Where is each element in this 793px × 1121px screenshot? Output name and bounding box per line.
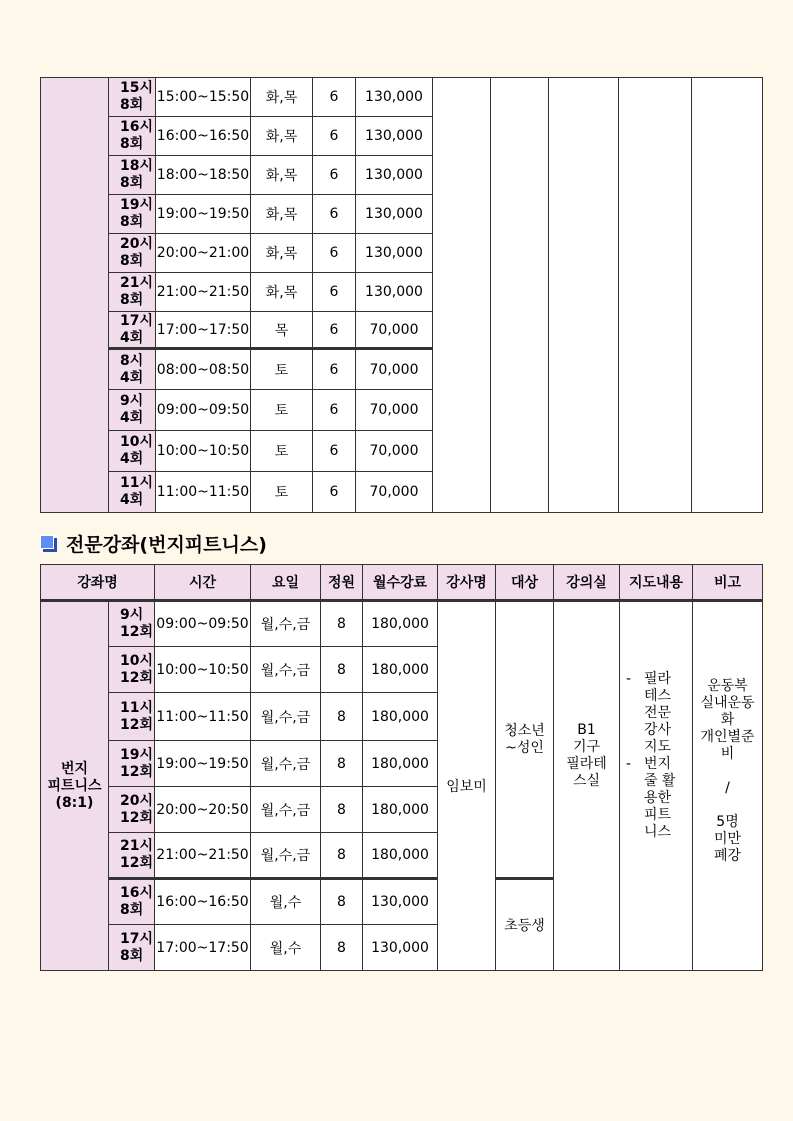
capacity-cell: 6 xyxy=(313,472,356,513)
time-cell: 09:00~09:50 xyxy=(156,390,251,431)
target-cell-elementary: 초등생 xyxy=(496,879,554,971)
days-cell: 월,수,금 xyxy=(251,601,321,647)
days-cell: 월,수,금 xyxy=(251,693,321,741)
note-line: 5명 xyxy=(716,813,739,830)
schedule-table-continued xyxy=(40,77,763,513)
time-cell: 20:00~21:00 xyxy=(156,234,251,273)
capacity-cell: 6 xyxy=(313,234,356,273)
fee-cell: 180,000 xyxy=(363,647,438,693)
target-cell xyxy=(491,78,549,513)
fee-cell: 70,000 xyxy=(356,472,433,513)
session-label: 16시 8회 xyxy=(109,117,156,156)
session-label: 9시 12회 xyxy=(109,601,155,647)
fee-cell: 180,000 xyxy=(363,741,438,787)
capacity-cell: 8 xyxy=(321,787,363,833)
note-line: 실내운동화 xyxy=(700,694,755,728)
days-cell: 월,수,금 xyxy=(251,787,321,833)
fee-cell: 130,000 xyxy=(363,879,438,925)
days-cell: 토 xyxy=(251,349,313,390)
capacity-cell: 6 xyxy=(313,156,356,195)
square-bullet-icon xyxy=(40,535,58,553)
note-cell xyxy=(692,78,763,513)
session-label: 21시 8회 xyxy=(109,273,156,312)
session-label: 17시 8회 xyxy=(109,925,155,971)
guide-item: - 필라테스 전문강사 지도 xyxy=(626,671,684,756)
time-cell: 21:00~21:50 xyxy=(156,273,251,312)
note-line: 미만 xyxy=(713,830,742,847)
time-cell: 17:00~17:50 xyxy=(155,925,251,971)
note-line: 개인별준비 xyxy=(700,728,755,762)
fee-cell: 130,000 xyxy=(356,234,433,273)
time-cell: 19:00~19:50 xyxy=(156,195,251,234)
days-cell: 목 xyxy=(251,312,313,349)
course-ratio: (8:1) xyxy=(55,794,94,811)
days-cell: 토 xyxy=(251,431,313,472)
capacity-cell: 6 xyxy=(313,117,356,156)
table-row xyxy=(41,601,763,647)
guide-item: - 번지줄 활용한 피트니스 xyxy=(626,756,684,841)
time-cell: 19:00~19:50 xyxy=(155,741,251,787)
header-guide: 지도내용 xyxy=(620,565,693,601)
capacity-cell: 8 xyxy=(321,647,363,693)
header-course: 강좌명 xyxy=(41,565,155,601)
course-name-line: 피트니스 xyxy=(47,777,102,794)
target-cell-teen-adult xyxy=(496,601,554,879)
header-capacity: 정원 xyxy=(321,565,363,601)
table-row xyxy=(41,78,763,117)
guide-cell xyxy=(619,78,692,513)
instructor-cell: 임보미 xyxy=(438,601,496,971)
days-cell: 월,수 xyxy=(251,925,321,971)
header-room: 강의실 xyxy=(554,565,620,601)
fee-cell: 180,000 xyxy=(363,601,438,647)
room-cell xyxy=(554,601,620,971)
time-cell: 21:00~21:50 xyxy=(155,833,251,879)
session-label: 15시 8회 xyxy=(109,78,156,117)
days-cell: 월,수 xyxy=(251,879,321,925)
time-cell: 11:00~11:50 xyxy=(155,693,251,741)
fee-cell: 180,000 xyxy=(363,833,438,879)
note-cell xyxy=(693,601,763,971)
header-time: 시간 xyxy=(155,565,251,601)
fee-cell: 130,000 xyxy=(356,195,433,234)
fee-cell: 70,000 xyxy=(356,312,433,349)
time-cell: 17:00~17:50 xyxy=(156,312,251,349)
session-label: 9시 4회 xyxy=(109,390,156,431)
session-label: 11시 12회 xyxy=(109,693,155,741)
days-cell: 월,수,금 xyxy=(251,741,321,787)
session-label: 19시 12회 xyxy=(109,741,155,787)
capacity-cell: 8 xyxy=(321,693,363,741)
fee-cell: 70,000 xyxy=(356,390,433,431)
capacity-cell: 8 xyxy=(321,925,363,971)
days-cell: 월,수,금 xyxy=(251,647,321,693)
session-label: 21시 12회 xyxy=(109,833,155,879)
room-line: B1 xyxy=(577,722,596,738)
session-label: 10시 4회 xyxy=(109,431,156,472)
session-label: 16시 8회 xyxy=(109,879,155,925)
capacity-cell: 6 xyxy=(313,431,356,472)
time-cell: 16:00~16:50 xyxy=(156,117,251,156)
table1-body xyxy=(41,78,763,513)
note-line: 폐강 xyxy=(713,847,742,864)
time-cell: 11:00~11:50 xyxy=(156,472,251,513)
capacity-cell: 8 xyxy=(321,833,363,879)
course-name-line: 번지 xyxy=(60,760,89,777)
bungee-fitness-table xyxy=(40,564,763,971)
instructor-cell xyxy=(433,78,491,513)
days-cell: 화,목 xyxy=(251,117,313,156)
time-cell: 08:00~08:50 xyxy=(156,349,251,390)
room-cell xyxy=(549,78,619,513)
capacity-cell: 8 xyxy=(321,741,363,787)
days-cell: 토 xyxy=(251,390,313,431)
session-label: 20시 12회 xyxy=(109,787,155,833)
course-name-cell xyxy=(41,601,109,971)
days-cell: 화,목 xyxy=(251,273,313,312)
capacity-cell: 6 xyxy=(313,349,356,390)
time-cell: 20:00~20:50 xyxy=(155,787,251,833)
session-label: 18시 8회 xyxy=(109,156,156,195)
room-line: 기구 xyxy=(572,739,601,755)
guide-cell xyxy=(620,601,693,971)
fee-cell: 130,000 xyxy=(356,117,433,156)
target-line: 청소년 xyxy=(504,722,545,739)
time-cell: 18:00~18:50 xyxy=(156,156,251,195)
header-fee: 월수강료 xyxy=(363,565,438,601)
capacity-cell: 6 xyxy=(313,273,356,312)
header-instructor: 강사명 xyxy=(438,565,496,601)
fee-cell: 180,000 xyxy=(363,787,438,833)
session-label: 19시 8회 xyxy=(109,195,156,234)
time-cell: 16:00~16:50 xyxy=(155,879,251,925)
days-cell: 화,목 xyxy=(251,195,313,234)
note-line: 운동복 xyxy=(707,677,748,694)
capacity-cell: 8 xyxy=(321,879,363,925)
time-cell: 09:00~09:50 xyxy=(155,601,251,647)
note-line: / xyxy=(725,779,730,796)
fee-cell: 70,000 xyxy=(356,349,433,390)
capacity-cell: 6 xyxy=(313,78,356,117)
days-cell: 월,수,금 xyxy=(251,833,321,879)
session-label: 20시 8회 xyxy=(109,234,156,273)
capacity-cell: 6 xyxy=(313,390,356,431)
section-heading xyxy=(40,530,267,557)
course-name-cell xyxy=(41,78,109,513)
session-label: 11시 4회 xyxy=(109,472,156,513)
fee-cell: 180,000 xyxy=(363,693,438,741)
capacity-cell: 6 xyxy=(313,312,356,349)
days-cell: 화,목 xyxy=(251,156,313,195)
fee-cell: 70,000 xyxy=(356,431,433,472)
header-target: 대상 xyxy=(496,565,554,601)
days-cell: 화,목 xyxy=(251,78,313,117)
header-note: 비고 xyxy=(693,565,763,601)
session-label: 8시 4회 xyxy=(109,349,156,390)
capacity-cell: 6 xyxy=(313,195,356,234)
section-title-text: 전문강좌(번지피트니스) xyxy=(66,534,267,556)
session-label: 10시 12회 xyxy=(109,647,155,693)
days-cell: 토 xyxy=(251,472,313,513)
time-cell: 10:00~10:50 xyxy=(155,647,251,693)
room-line: 스실 xyxy=(572,773,601,789)
session-label: 17시 4회 xyxy=(109,312,156,349)
time-cell: 10:00~10:50 xyxy=(156,431,251,472)
header-days: 요일 xyxy=(251,565,321,601)
room-line: 필라테 xyxy=(566,756,607,772)
days-cell: 화,목 xyxy=(251,234,313,273)
fee-cell: 130,000 xyxy=(356,273,433,312)
target-line: ~성인 xyxy=(505,739,544,756)
fee-cell: 130,000 xyxy=(363,925,438,971)
fee-cell: 130,000 xyxy=(356,78,433,117)
time-cell: 15:00~15:50 xyxy=(156,78,251,117)
capacity-cell: 8 xyxy=(321,601,363,647)
table2-body xyxy=(41,565,763,971)
fee-cell: 130,000 xyxy=(356,156,433,195)
